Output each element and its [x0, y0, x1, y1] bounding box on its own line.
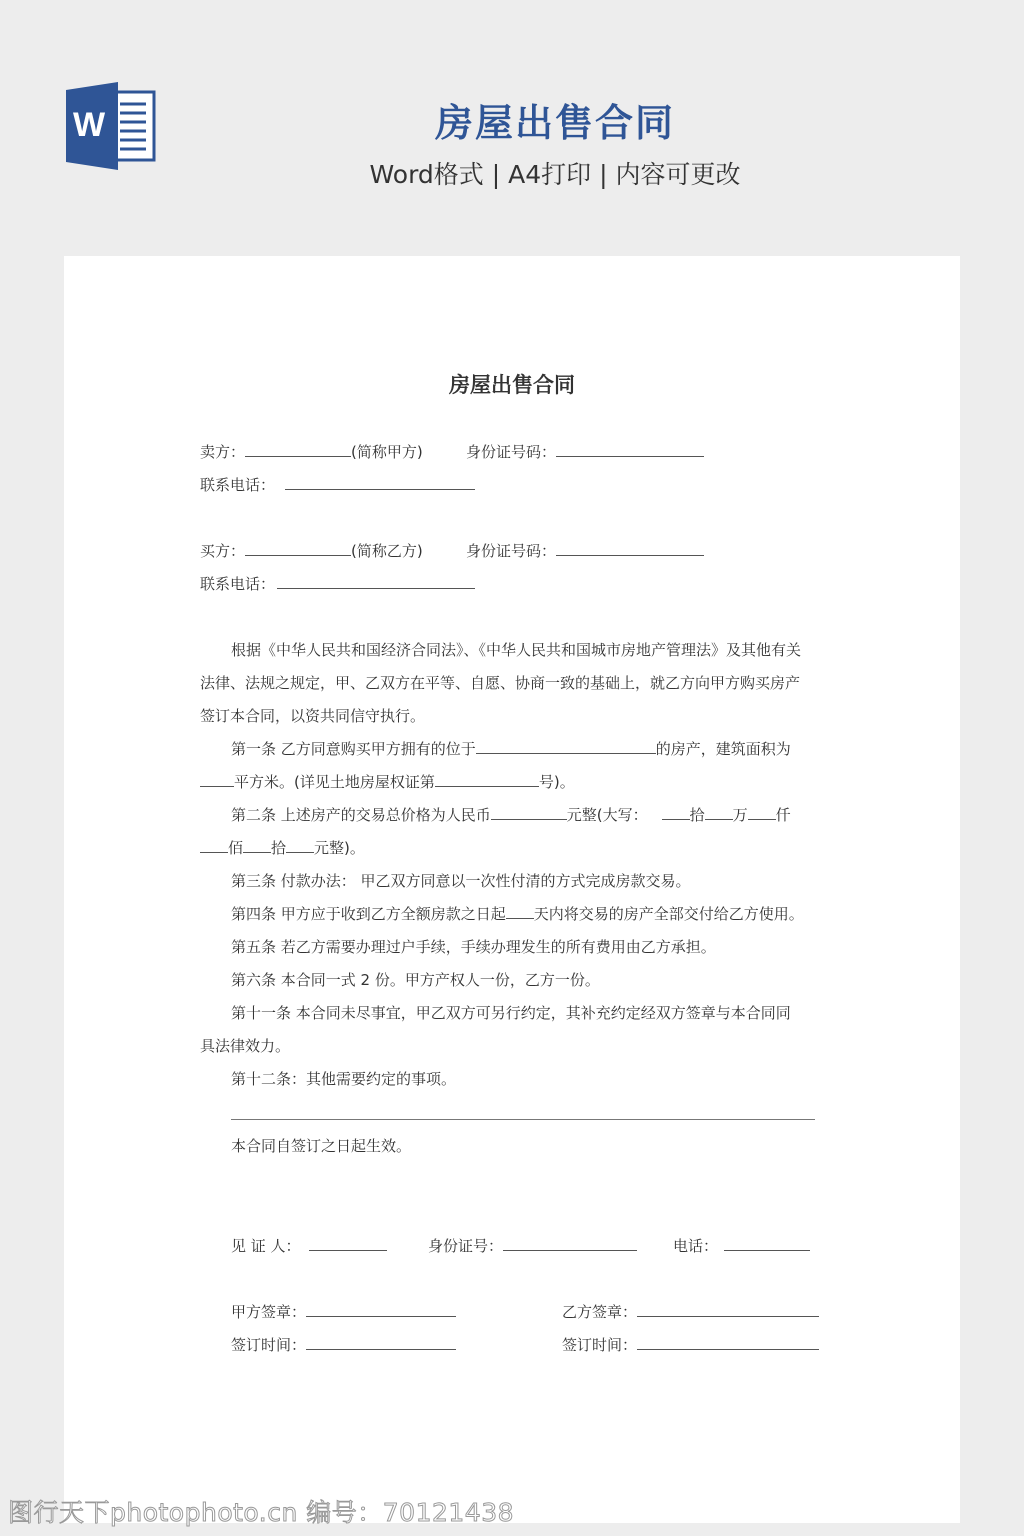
intro-line-2: 法律、法规之规定，甲、乙双方在平等、自愿、协商一致的基础上，就乙方向甲方购买房产 [200, 674, 801, 692]
price-blank[interactable] [491, 805, 567, 820]
buyer-name-blank[interactable] [245, 541, 351, 556]
seller-phone-label: 联系电话： [200, 476, 276, 494]
article-1-line-1 [231, 739, 791, 759]
party-a-date-line [231, 1335, 456, 1355]
article-6: 第六条 本合同一式 2 份。甲方产权人一份，乙方一份。 [231, 971, 600, 989]
party-a-date-blank[interactable] [306, 1335, 456, 1350]
seller-phone-line [200, 475, 475, 495]
word-logo-letter: W [73, 106, 106, 144]
article-1-text-end: 的房产，建筑面积为 [655, 740, 791, 758]
buyer-alias: (简称乙方) [351, 542, 423, 560]
seller-alias: (简称甲方) [351, 443, 423, 461]
certificate-number-blank[interactable] [435, 772, 539, 787]
witness-phone-line [673, 1236, 810, 1256]
article-1-line-2 [200, 772, 575, 792]
intro-line-1: 根据《中华人民共和国经济合同法》、《中华人民共和国城市房地产管理法》及其他有关 [231, 641, 802, 659]
party-a-sign-blank[interactable] [306, 1302, 456, 1317]
shi-wan-blank[interactable] [662, 805, 690, 820]
buyer-id-blank[interactable] [556, 541, 704, 556]
buyer-phone-blank[interactable] [277, 574, 475, 589]
article-4-text: 第四条 甲方应于收到乙方全额房款之日起 [231, 905, 506, 923]
article-12: 第十二条：其他需要约定的事项。 [231, 1070, 457, 1088]
seller-id-line [466, 442, 704, 462]
article-2-text: 第二条 上述房产的交易总价格为人民币 [231, 806, 491, 824]
wan-blank[interactable] [705, 805, 733, 820]
party-b-sign-label: 乙方签章： [562, 1303, 638, 1321]
unit-shi: 拾 [689, 806, 705, 824]
party-a-sign-line [231, 1302, 456, 1322]
unit-yuan: 元整)。 [314, 839, 365, 857]
qian-blank[interactable] [748, 805, 776, 820]
shi-blank[interactable] [243, 838, 271, 853]
party-a-sign-label: 甲方签章： [231, 1303, 307, 1321]
unit-bai: 佰 [228, 839, 244, 857]
party-b-date-line [562, 1335, 819, 1355]
seller-id-label: 身份证号码： [466, 443, 557, 461]
witness-name-blank[interactable] [309, 1236, 387, 1251]
article-4 [231, 904, 804, 924]
unit-shi-2: 拾 [271, 839, 287, 857]
header-title: 房屋出售合同 [434, 101, 675, 145]
buyer-phone-line [200, 574, 475, 594]
seller-id-blank[interactable] [556, 442, 704, 457]
buyer-phone-label: 联系电话： [200, 575, 276, 593]
buyer-label: 买方： [200, 542, 246, 560]
buyer-id-label: 身份证号码： [466, 542, 557, 560]
witness-id-label: 身份证号： [428, 1237, 504, 1255]
article-5: 第五条 若乙方需要办理过户手续，手续办理发生的所有费用由乙方承担。 [231, 938, 716, 956]
seller-line [200, 442, 423, 462]
watermark: 图行天下photophoto.cn 编号：70121438 [8, 1498, 515, 1527]
property-location-blank[interactable] [476, 739, 656, 754]
effective-clause: 本合同自签订之日起生效。 [231, 1137, 412, 1155]
witness-id-line [428, 1236, 637, 1256]
witness-line [231, 1236, 387, 1256]
header-subtitle: Word格式 | A4打印 | 内容可更改 [369, 160, 741, 189]
article-1-text: 第一条 乙方同意购买甲方拥有的位于 [231, 740, 476, 758]
area-blank[interactable] [200, 772, 234, 787]
unit-wan: 万 [732, 806, 748, 824]
seller-phone-blank[interactable] [285, 475, 475, 490]
article-11-line-2: 具法律效力。 [200, 1037, 291, 1055]
article-3: 第三条 付款办法： 甲乙双方同意以一次性付清的方式完成房款交易。 [231, 872, 691, 890]
witness-label: 见 证 人： [231, 1237, 301, 1255]
party-b-date-blank[interactable] [637, 1335, 819, 1350]
buyer-line [200, 541, 423, 561]
days-blank[interactable] [506, 904, 534, 919]
party-b-date-label: 签订时间： [562, 1336, 638, 1354]
seller-name-blank[interactable] [245, 442, 351, 457]
article-1-area-text: 平方米。(详见土地房屋权证第 [234, 773, 435, 791]
article-11-line-1: 第十一条 本合同未尽事宜，甲乙双方可另行约定，其补充约定经双方签章与本合同同 [231, 1004, 791, 1022]
witness-phone-label: 电话： [673, 1237, 719, 1255]
article-2-capital-label: 元整(大写： [566, 806, 648, 824]
intro-line-3: 签订本合同，以资共同信守执行。 [200, 707, 426, 725]
document-title: 房屋出售合同 [449, 373, 575, 397]
article-2-line-1 [231, 805, 791, 825]
word-icon [64, 82, 156, 170]
party-b-sign-line [562, 1302, 819, 1322]
other-terms-blank[interactable] [231, 1119, 815, 1120]
party-a-date-label: 签订时间： [231, 1336, 307, 1354]
article-2-line-2 [200, 838, 365, 858]
witness-id-blank[interactable] [503, 1236, 637, 1251]
document-page [64, 256, 960, 1523]
article-4-text-end: 天内将交易的房产全部交付给乙方使用。 [533, 905, 804, 923]
seller-label: 卖方： [200, 443, 246, 461]
witness-phone-blank[interactable] [724, 1236, 810, 1251]
party-b-sign-blank[interactable] [637, 1302, 819, 1317]
buyer-id-line [466, 541, 704, 561]
bai-blank[interactable] [200, 838, 228, 853]
yuan-blank[interactable] [286, 838, 314, 853]
article-1-end: 号)。 [538, 773, 575, 791]
unit-qian: 仟 [775, 806, 791, 824]
